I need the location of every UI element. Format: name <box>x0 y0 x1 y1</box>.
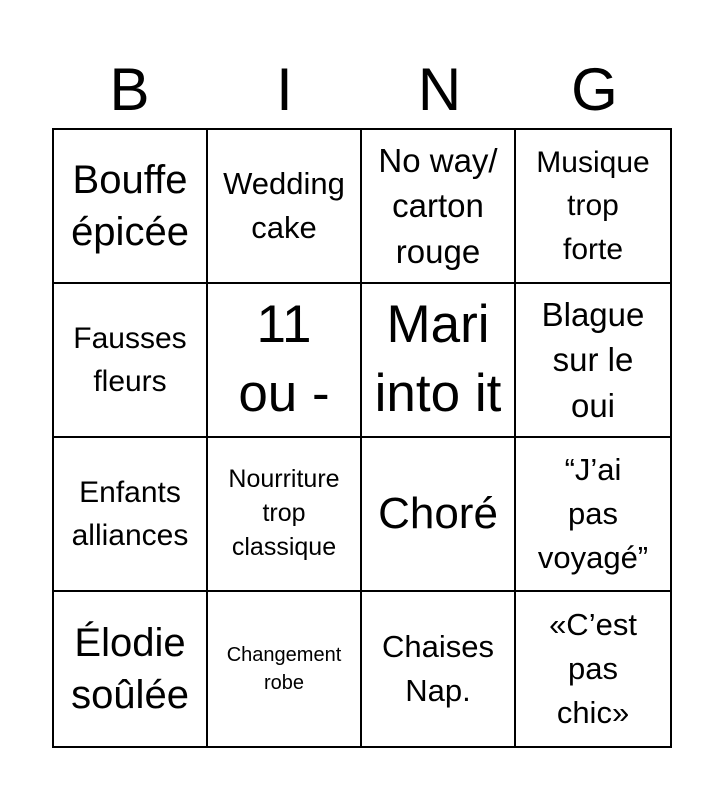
cell-label: No way/ carton rouge <box>378 141 498 270</box>
bingo-cell[interactable] <box>208 438 362 592</box>
bingo-cell[interactable] <box>516 592 670 746</box>
cell-label: “J’ai pas voyagé” <box>537 451 649 575</box>
cell-label: «C’est pas chic» <box>549 606 637 730</box>
bingo-cell[interactable] <box>362 592 516 746</box>
bingo-cell[interactable] <box>362 284 516 438</box>
bingo-header <box>52 52 672 128</box>
bingo-cell[interactable] <box>516 130 670 284</box>
cell-label: Choré <box>378 488 498 538</box>
bingo-cell[interactable] <box>362 130 516 284</box>
cell-label: Wedding cake <box>223 165 345 245</box>
bingo-cell[interactable] <box>208 592 362 746</box>
cell-label: Musique trop forte <box>536 145 650 266</box>
bingo-cell[interactable] <box>54 284 208 438</box>
cell-label: Fausses fleurs <box>73 321 187 398</box>
header-letter-b: B <box>109 56 150 123</box>
bingo-cell[interactable] <box>54 592 208 746</box>
bingo-cell[interactable] <box>54 438 208 592</box>
cell-label: Chaises Nap. <box>382 628 494 708</box>
cell-label: Enfants alliances <box>71 475 189 552</box>
cell-label: Nourriture trop classique <box>228 465 340 561</box>
header-letter-i: I <box>276 56 293 123</box>
header-letter-g: G <box>571 56 618 123</box>
cell-label: 11 ou - <box>238 295 330 423</box>
bingo-cell[interactable] <box>516 284 670 438</box>
cell-label: Bouffe épicée <box>71 158 189 254</box>
bingo-cell[interactable] <box>54 130 208 284</box>
cell-label: Blague sur le oui <box>541 295 645 424</box>
header-letter-n: N <box>417 56 462 123</box>
bingo-cell[interactable] <box>362 438 516 592</box>
cell-label: Mari into it <box>374 295 502 423</box>
bingo-card <box>52 128 672 748</box>
cell-label: Élodie soûlée <box>71 621 189 717</box>
bingo-cell[interactable] <box>208 130 362 284</box>
bingo-cell[interactable] <box>516 438 670 592</box>
bingo-cell[interactable] <box>208 284 362 438</box>
cell-label: Changement robe <box>226 644 342 694</box>
